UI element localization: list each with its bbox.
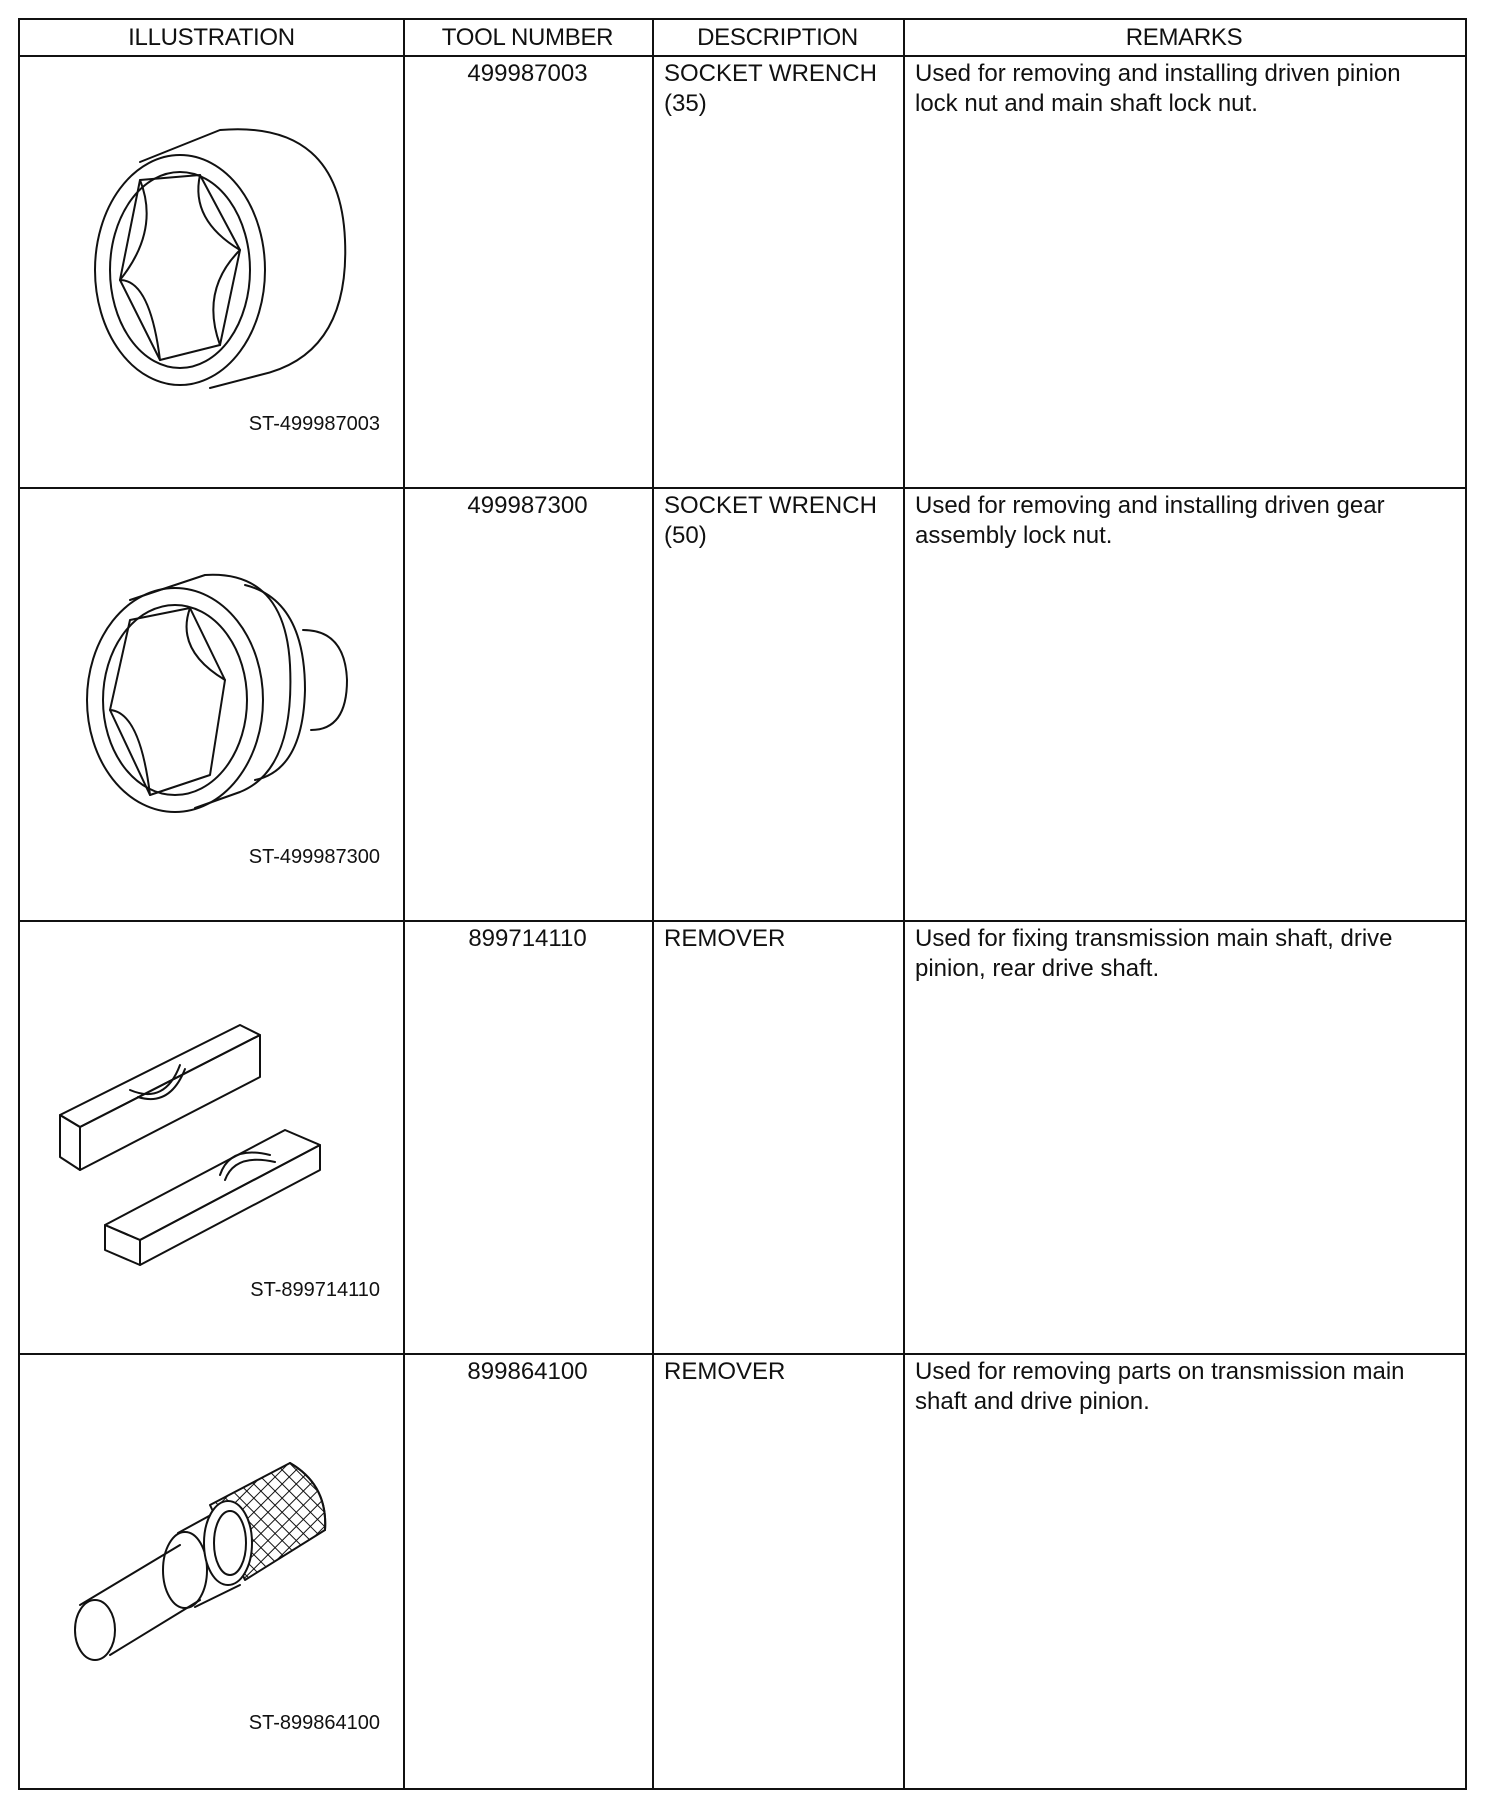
column-divider xyxy=(903,20,905,1788)
illustration-caption: ST-899714110 xyxy=(250,1279,380,1301)
header-tool-number: TOOL NUMBER xyxy=(441,24,614,51)
remarks-cell: Used for removing parts on transmission main shaft and drive pinion. xyxy=(915,1358,1405,1415)
socket-wrench-icon xyxy=(80,130,380,430)
tool-number-cell: 499987300 xyxy=(467,492,588,519)
remarks-cell: Used for fixing transmission main shaft, drive pinion, rear drive shaft. xyxy=(915,925,1393,982)
knurled-remover-icon xyxy=(70,1455,370,1685)
tool-number-cell: 899714110 xyxy=(468,925,587,952)
tool-number-cell: 499987003 xyxy=(467,60,588,87)
stepped-socket-wrench-icon xyxy=(75,570,375,850)
illustration-caption: ST-899864100 xyxy=(248,1712,380,1734)
description-cell: SOCKET WRENCH (50) xyxy=(664,492,877,549)
special-tools-table xyxy=(18,18,1467,1790)
remarks-cell: Used for removing and installing driven pinion lock nut and main shaft lock nut. xyxy=(915,60,1401,117)
tool-number-cell: 899864100 xyxy=(467,1358,588,1385)
header-description: DESCRIPTION xyxy=(697,24,858,51)
header-remarks: REMARKS xyxy=(1125,24,1243,51)
description-cell: REMOVER xyxy=(664,925,786,952)
header-illustration: ILLUSTRATION xyxy=(128,24,295,51)
remarks-cell: Used for removing and installing driven gear assembly lock nut. xyxy=(915,492,1385,549)
illustration-caption: ST-499987003 xyxy=(248,413,380,435)
description-cell: SOCKET WRENCH (35) xyxy=(664,60,877,117)
description-cell: REMOVER xyxy=(664,1358,786,1385)
column-divider xyxy=(652,20,654,1788)
illustration-caption: ST-499987300 xyxy=(248,846,380,868)
remover-blocks-icon xyxy=(60,1005,380,1265)
column-divider xyxy=(403,20,405,1788)
